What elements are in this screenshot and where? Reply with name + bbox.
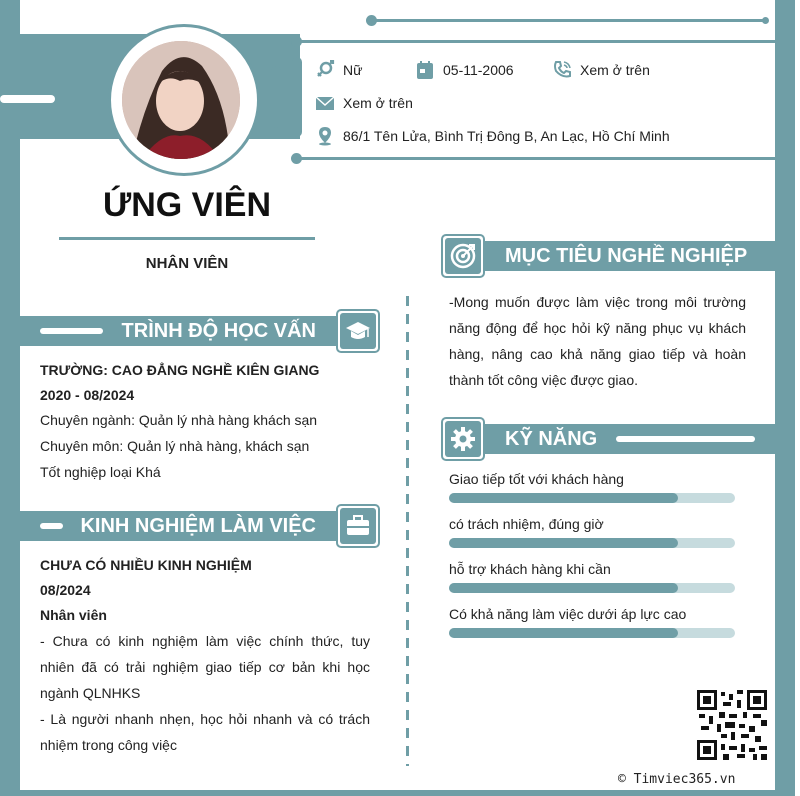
skill-label: có trách nhiệm, đúng giờ bbox=[449, 516, 604, 532]
education-grade: Tốt nghiệp loại Khá bbox=[40, 464, 161, 480]
skill-bar-track bbox=[449, 493, 735, 503]
objective-header bbox=[485, 241, 775, 271]
graduation-cap-icon bbox=[344, 317, 372, 345]
experience-period: 08/2024 bbox=[40, 582, 91, 598]
skills-title: KỸ NĂNG bbox=[505, 427, 598, 450]
objective-text: -Mong muốn được làm việc trong môi trường năng động để học hỏi kỹ năng phục vụ khách hàng, nâng cao khả năng giao tiếp và hoàn thành tốt công việc được giao. bbox=[449, 294, 746, 388]
skill-bar-track bbox=[449, 538, 735, 548]
skill-bar-fill bbox=[449, 538, 678, 548]
column-divider bbox=[406, 296, 409, 766]
education-header-stripe bbox=[40, 328, 103, 334]
skills-header-stripe bbox=[616, 436, 755, 442]
header-divider-pill bbox=[271, 66, 281, 128]
education-major: Chuyên ngành: Quản lý nhà hàng khách sạn bbox=[40, 412, 318, 428]
contact-top-line bbox=[296, 40, 775, 43]
avatar bbox=[122, 41, 240, 159]
address-text: 86/1 Tên Lửa, Bình Trị Đông B, An Lạc, Hồ Chí Minh bbox=[343, 128, 670, 144]
experience-company: CHƯA CÓ NHIỀU KINH NGHIỆM bbox=[40, 557, 252, 573]
education-school: TRƯỜNG: CAO ĐẲNG NGHỀ KIÊN GIANG bbox=[40, 362, 320, 378]
skill-bar-fill bbox=[449, 583, 678, 593]
contact-phone bbox=[552, 60, 650, 80]
objective-title: MỤC TIÊU NGHỀ NGHIỆP bbox=[505, 244, 748, 267]
skill-label: Có khả năng làm việc dưới áp lực cao bbox=[449, 606, 687, 622]
education-icon-box bbox=[336, 309, 380, 353]
experience-desc-2: - Là người nhanh nhẹn, học hỏi nhanh và có trách nhiệm trong công việc bbox=[40, 711, 370, 753]
gear-icon bbox=[449, 425, 477, 453]
gender-icon bbox=[315, 60, 335, 80]
experience-desc-1: - Chưa có kinh nghiệm làm việc chính thức, tuy nhiên đã có trải nghiệm giao tiếp cơ bản khi học ngành QLNHKS bbox=[40, 633, 370, 701]
footer-brand: © Timviec365.vn bbox=[618, 772, 736, 787]
education-title: TRÌNH ĐỘ HỌC VẤN bbox=[121, 319, 316, 342]
location-pin-icon bbox=[315, 126, 335, 146]
skill-label: Giao tiếp tốt với khách hàng bbox=[449, 471, 624, 487]
skills-icon-box bbox=[441, 417, 485, 461]
experience-title: KINH NGHIỆM LÀM VIỆC bbox=[80, 514, 316, 537]
contact-bottom-line bbox=[296, 157, 775, 160]
experience-icon-box bbox=[336, 504, 380, 548]
target-icon bbox=[449, 242, 477, 270]
education-specialty: Chuyên môn: Quản lý nhà hàng, khách sạn bbox=[40, 438, 310, 454]
qr-code bbox=[697, 690, 767, 760]
skill-bar-track bbox=[449, 583, 735, 593]
top-line bbox=[372, 19, 767, 22]
contact-email bbox=[315, 93, 413, 113]
phone-text: Xem ở trên bbox=[580, 62, 650, 78]
objective-icon-box bbox=[441, 234, 485, 278]
phone-icon bbox=[552, 60, 572, 80]
calendar-icon bbox=[415, 60, 435, 80]
contact-gender bbox=[315, 60, 362, 80]
candidate-name: ỨNG VIÊN bbox=[102, 186, 271, 224]
contact-dob bbox=[415, 60, 514, 80]
briefcase-icon bbox=[344, 512, 372, 540]
header-band-stripe bbox=[0, 95, 55, 103]
education-period: 2020 - 08/2024 bbox=[40, 387, 135, 403]
experience-header-stripe bbox=[40, 523, 63, 529]
dob-text: 05-11-2006 bbox=[443, 62, 514, 78]
skill-bar-track bbox=[449, 628, 735, 638]
experience-header bbox=[20, 511, 336, 541]
contact-address bbox=[315, 126, 670, 146]
gender-text: Nữ bbox=[343, 62, 363, 78]
email-icon bbox=[315, 93, 335, 113]
top-line-dot-right bbox=[762, 17, 769, 24]
email-text: Xem ở trên bbox=[343, 95, 413, 111]
name-underline bbox=[59, 237, 315, 240]
experience-position: Nhân viên bbox=[40, 607, 107, 623]
candidate-role: NHÂN VIÊN bbox=[145, 255, 229, 272]
skill-bar-fill bbox=[449, 628, 678, 638]
skill-label: hỗ trợ khách hàng khi cần bbox=[449, 561, 611, 577]
skill-bar-fill bbox=[449, 493, 678, 503]
contact-divider-pill bbox=[292, 57, 302, 137]
